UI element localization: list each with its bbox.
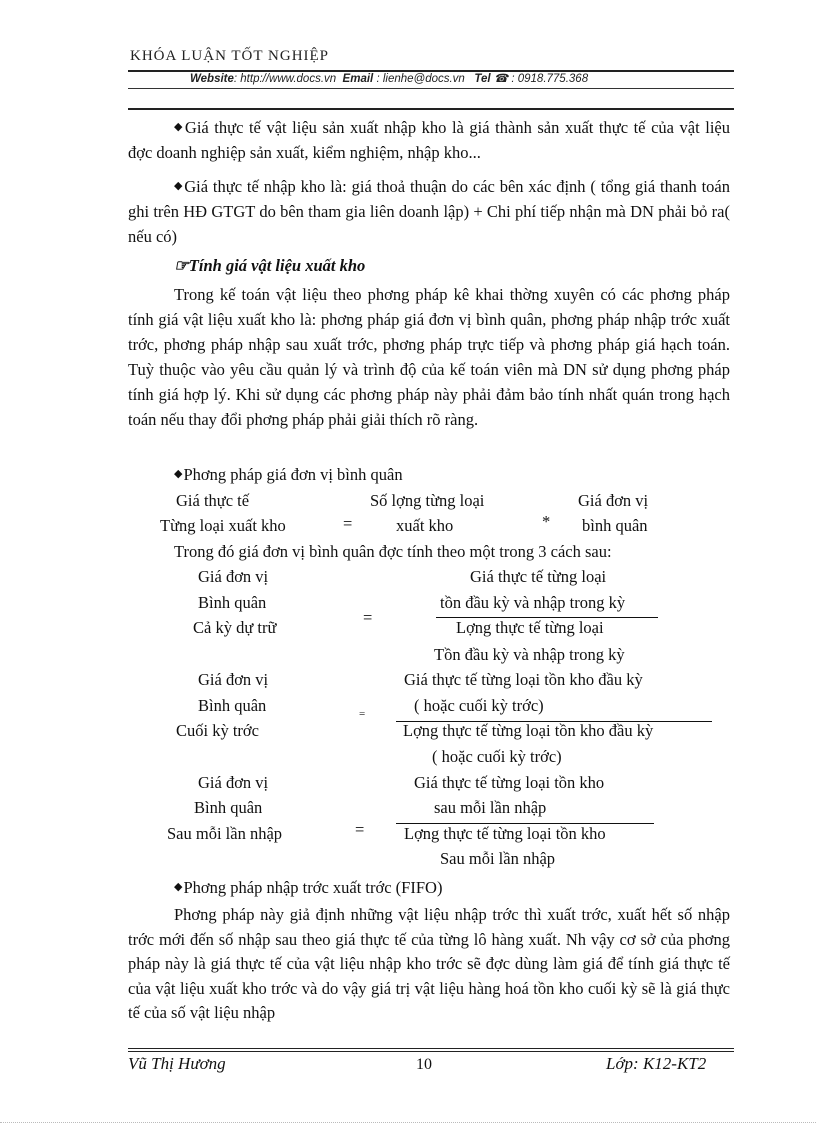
paragraph-4	[128, 903, 730, 1026]
formula-2-numerator-2: ( hoặc cuối kỳ trớc)	[414, 696, 544, 715]
header-contact	[190, 71, 588, 85]
header-divider-bottom	[128, 108, 734, 110]
formula-1-denominator-2: Tồn đầu kỳ và nhập trong kỳ	[434, 645, 625, 664]
bullet-icon: ◆	[174, 881, 183, 893]
formula-main-multiply: *	[542, 512, 551, 531]
bullet-icon: ◆	[174, 121, 184, 133]
formula-3-left-3: Sau mỗi lần nhập	[167, 824, 283, 843]
formula-1-denominator-1: Lợng thực tế từng loại	[456, 618, 604, 637]
formula-2-denominator-2: ( hoặc cuối kỳ trớc)	[432, 747, 562, 766]
formula-1-left-2: Bình quân	[198, 593, 267, 612]
footer-class: Lớp: K12-KT2	[606, 1054, 707, 1073]
formula-3-denominator-2: Sau mỗi lần nhập	[440, 849, 556, 868]
paragraph-1-text: Giá thực tế vật liệu sản xuất nhập kho là giá thành sản xuất thực tế của vật liệu đợc doanh nghiệp sản xuất, kiểm nghiệm, nhập kho...	[128, 118, 730, 162]
section-heading-text: Tính giá vật liệu xuất kho	[188, 256, 366, 275]
bullet-fifo-method	[174, 878, 442, 898]
formula-main-equals: =	[343, 514, 353, 533]
formula-1-numerator-1: Giá thực tế từng loại	[470, 567, 607, 586]
paragraph-2-text: Giá thực tế nhập kho là: giá thoả thuận do các bên xác định ( tổng giá thanh toán ghi trên HĐ GTGT do bên tham gia liên doanh lập) + Chi phí tiếp nhận mà DN phải bỏ ra( nếu có)	[128, 177, 730, 246]
footer-divider-2	[128, 1051, 734, 1052]
bullet-icon: ◆	[174, 180, 184, 192]
section-heading	[174, 256, 365, 276]
formula-main-right-1: Giá đơn vị	[578, 491, 649, 510]
footer-divider	[128, 1048, 734, 1049]
formula-3-numerator-1: Giá thực tế từng loại tồn kho	[414, 773, 605, 792]
paragraph-2	[128, 174, 730, 249]
tel-label: Tel	[474, 73, 491, 85]
email-link[interactable]: : lienhe@docs.vn	[376, 73, 465, 85]
tel-value: ☎ : 0918.775.368	[493, 73, 589, 85]
formula-2-left-3: Cuối kỳ trớc	[176, 721, 259, 740]
bullet-icon: ◆	[174, 468, 183, 480]
page-number: 10	[416, 1056, 432, 1073]
formula-2-left-1: Giá đơn vị	[198, 670, 269, 689]
header-divider-thin	[128, 88, 734, 89]
bullet-fifo-text: Phơng pháp nhập trớc xuất trớc (FIFO)	[183, 878, 443, 897]
formula-main-right-2: bình quân	[582, 516, 648, 535]
formula-3-numerator-2: sau mỗi lần nhập	[434, 798, 547, 817]
formula-main-mid-1: Số lợng từng loại	[370, 491, 485, 510]
formula-3-equals: =	[355, 820, 365, 839]
paragraph-1	[128, 115, 730, 165]
paragraph-3	[128, 282, 730, 432]
header-title: KHÓA LUẬN TỐT NGHIỆP	[130, 48, 330, 64]
formula-1-left-1: Giá đơn vị	[198, 567, 269, 586]
formula-main-left-1: Giá thực tế	[176, 491, 250, 510]
formula-1-equals: =	[363, 608, 373, 627]
paragraph-4-text: Phơng pháp này giả định những vật liệu nhập trớc thì xuất trớc, xuất hết số nhập trớc mới đến số nhập sau theo giá thực tế của từng lô hàng xuất. Nh vậy cơ sở của phơng pháp này là giá thực tế của vật liệu nhập kho trớc sẽ đợc dùng làm giá để tính giá thực tế của vật liệu xuất kho trớc và do vậy giá trị vật liệu hàng hoá tồn kho cuối kỳ sẽ là giá thực tế của số vật liệu nhập	[128, 905, 730, 1023]
formula-3-left-1: Giá đơn vị	[198, 773, 269, 792]
formula-3-left-2: Bình quân	[194, 798, 263, 817]
formula-2-left-2: Bình quân	[198, 696, 267, 715]
hand-pointer-icon: ☞	[174, 256, 189, 275]
formula-2-denominator-1: Lợng thực tế từng loại tồn kho đầu kỳ	[403, 721, 654, 740]
footer-author: Vũ Thị Hương	[128, 1054, 226, 1073]
paragraph-3-text: Trong kế toán vật liệu theo phơng pháp kê khai thờng xuyên có các phơng pháp tính giá vật liệu xuất kho là: phơng pháp giá đơn vị bình quân, phơng pháp nhập trớc xuất trớc, phơng pháp nhập sau xuất trớc, phơng pháp trực tiếp và phơng pháp giá hạch toán. Tuỳ thuộc vào yêu cầu quản lý và trình độ của kế toán viên mà DN sử dụng phơng pháp tính giá hợp lý. Khi sử dụng các phơng pháp này phải đảm bảo tính nhất quán trong hạch toán nếu thay đổi phơng pháp phải giải thích rõ ràng.	[128, 285, 730, 429]
website-link[interactable]: : http://www.docs.vn	[233, 73, 337, 85]
formula-3-denominator-1: Lợng thực tế từng loại tồn kho	[404, 824, 606, 843]
bullet-average-text: Phơng pháp giá đơn vị bình quân	[183, 465, 403, 484]
email-label: Email	[342, 73, 374, 85]
intro-three-ways: Trong đó giá đơn vị bình quân đợc tính theo một trong 3 cách sau:	[174, 542, 612, 561]
formula-2-numerator-1: Giá thực tế từng loại tồn kho đầu kỳ	[404, 670, 643, 689]
formula-main-left-2: Từng loại xuất kho	[160, 516, 286, 535]
bullet-average-method	[174, 465, 403, 485]
formula-1-numerator-2: tồn đầu kỳ và nhập trong kỳ	[440, 593, 626, 612]
formula-2-equals: =	[359, 708, 366, 720]
formula-main-mid-2: xuất kho	[396, 516, 454, 535]
formula-1-left-3: Cả kỳ dự trữ	[193, 618, 277, 637]
website-label: Website	[190, 73, 234, 85]
